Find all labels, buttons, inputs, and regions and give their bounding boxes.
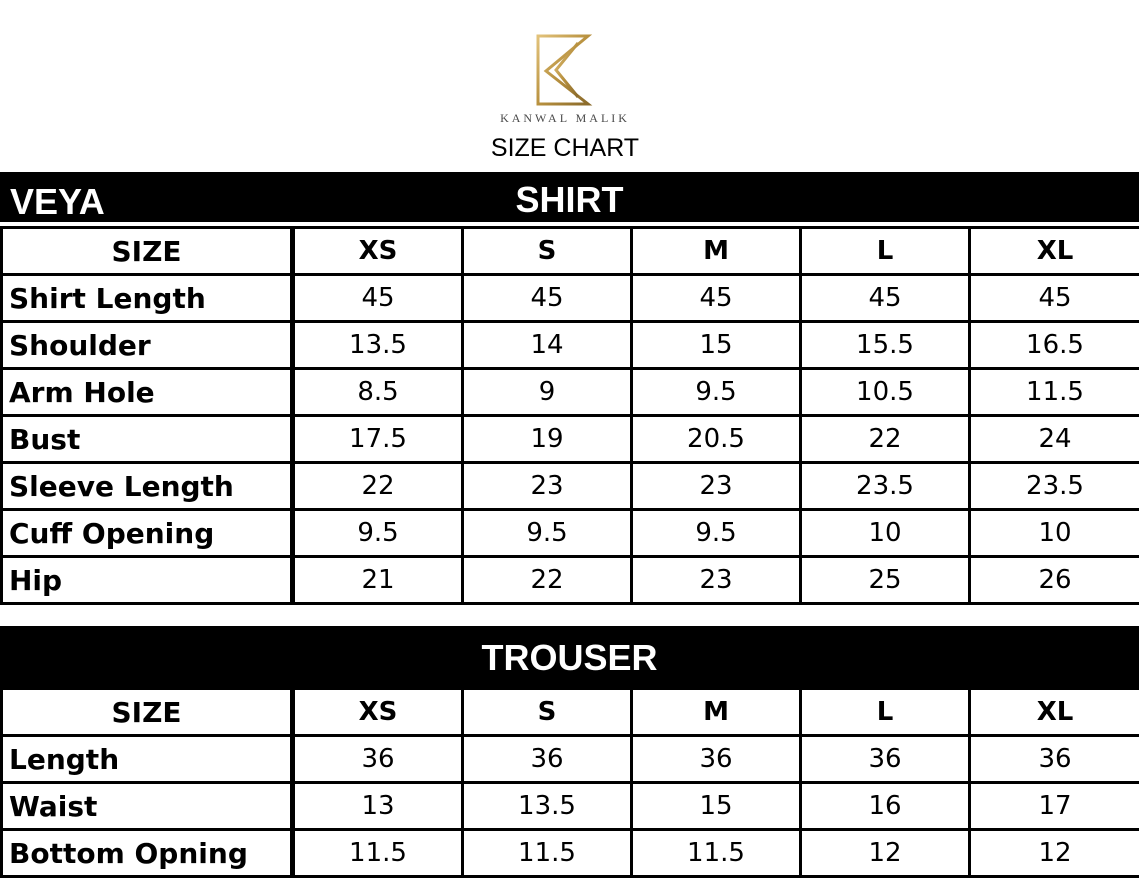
collection-name: VEYA bbox=[10, 181, 105, 222]
measurement-value: 25 bbox=[801, 557, 970, 604]
measurement-value: 9.5 bbox=[632, 510, 801, 557]
measurement-value: 14 bbox=[463, 322, 632, 369]
measurement-label: Shoulder bbox=[2, 322, 293, 369]
table-row bbox=[2, 510, 1139, 557]
measurement-value: 23.5 bbox=[801, 463, 970, 510]
measurement-value: 11.5 bbox=[463, 830, 632, 877]
measurement-value: 22 bbox=[463, 557, 632, 604]
measurement-value: 9 bbox=[463, 369, 632, 416]
table-row bbox=[2, 275, 1139, 322]
measurement-value: 8.5 bbox=[293, 369, 463, 416]
table-row bbox=[2, 736, 1139, 783]
measurement-value: 45 bbox=[293, 275, 463, 322]
size-column-header: S bbox=[463, 228, 632, 275]
size-column-header: XS bbox=[293, 689, 463, 736]
measurement-value: 23.5 bbox=[970, 463, 1139, 510]
size-column-header: XL bbox=[970, 689, 1139, 736]
table-row bbox=[2, 557, 1139, 604]
table-row bbox=[2, 463, 1139, 510]
measurement-label: Cuff Opening bbox=[2, 510, 293, 557]
measurement-value: 12 bbox=[801, 830, 970, 877]
measurement-value: 15.5 bbox=[801, 322, 970, 369]
size-column-header: XL bbox=[970, 228, 1139, 275]
size-column-header: S bbox=[463, 689, 632, 736]
measurement-value: 16.5 bbox=[970, 322, 1139, 369]
measurement-value: 26 bbox=[970, 557, 1139, 604]
measurement-value: 13.5 bbox=[463, 783, 632, 830]
measurement-value: 17.5 bbox=[293, 416, 463, 463]
measurement-value: 22 bbox=[801, 416, 970, 463]
measurement-value: 9.5 bbox=[632, 369, 801, 416]
table-row bbox=[2, 369, 1139, 416]
measurement-label: Arm Hole bbox=[2, 369, 293, 416]
measurement-value: 15 bbox=[632, 783, 801, 830]
kanwal-malik-logo bbox=[532, 33, 594, 107]
measurement-value: 24 bbox=[970, 416, 1139, 463]
measurement-value: 20.5 bbox=[632, 416, 801, 463]
trouser-header-row bbox=[2, 689, 1139, 736]
table-row bbox=[2, 830, 1139, 877]
shirt-size-table bbox=[0, 226, 1139, 605]
shirt-header-row bbox=[2, 228, 1139, 275]
measurement-label: Sleeve Length bbox=[2, 463, 293, 510]
measurement-value: 10.5 bbox=[801, 369, 970, 416]
measurement-value: 45 bbox=[632, 275, 801, 322]
measurement-value: 23 bbox=[632, 463, 801, 510]
measurement-value: 23 bbox=[632, 557, 801, 604]
measurement-label: Shirt Length bbox=[2, 275, 293, 322]
measurement-value: 13 bbox=[293, 783, 463, 830]
measurement-label: Bottom Opning bbox=[2, 830, 293, 877]
measurement-label: Waist bbox=[2, 783, 293, 830]
size-column-header: XS bbox=[293, 228, 463, 275]
measurement-value: 45 bbox=[970, 275, 1139, 322]
table-row bbox=[2, 783, 1139, 830]
size-column-header: M bbox=[632, 689, 801, 736]
measurement-value: 45 bbox=[463, 275, 632, 322]
measurement-label: Length bbox=[2, 736, 293, 783]
measurement-value: 15 bbox=[632, 322, 801, 369]
measurement-value: 21 bbox=[293, 557, 463, 604]
size-column-header: L bbox=[801, 228, 970, 275]
measurement-value: 11.5 bbox=[293, 830, 463, 877]
trouser-section-bar bbox=[0, 626, 1139, 687]
measurement-value: 9.5 bbox=[463, 510, 632, 557]
shirt-section-bar bbox=[0, 172, 1139, 222]
table-row bbox=[2, 416, 1139, 463]
measurement-value: 16 bbox=[801, 783, 970, 830]
measurement-value: 36 bbox=[293, 736, 463, 783]
measurement-value: 36 bbox=[463, 736, 632, 783]
chart-title: SIZE CHART bbox=[490, 134, 640, 162]
measurement-value: 9.5 bbox=[293, 510, 463, 557]
measurement-value: 17 bbox=[970, 783, 1139, 830]
measurement-value: 11.5 bbox=[970, 369, 1139, 416]
measurement-value: 23 bbox=[463, 463, 632, 510]
measurement-value: 36 bbox=[801, 736, 970, 783]
measurement-value: 10 bbox=[801, 510, 970, 557]
trouser-size-table bbox=[0, 687, 1139, 878]
brand-name: KANWAL MALIK bbox=[500, 111, 630, 125]
measurement-value: 12 bbox=[970, 830, 1139, 877]
table-row bbox=[2, 322, 1139, 369]
measurement-label: Bust bbox=[2, 416, 293, 463]
size-column-header: L bbox=[801, 689, 970, 736]
measurement-value: 10 bbox=[970, 510, 1139, 557]
size-header-cell: SIZE bbox=[2, 689, 293, 736]
measurement-value: 36 bbox=[632, 736, 801, 783]
measurement-value: 11.5 bbox=[632, 830, 801, 877]
measurement-value: 36 bbox=[970, 736, 1139, 783]
measurement-label: Hip bbox=[2, 557, 293, 604]
shirt-section-title: SHIRT bbox=[515, 179, 624, 220]
size-column-header: M bbox=[632, 228, 801, 275]
trouser-section-title: TROUSER bbox=[481, 637, 658, 678]
measurement-value: 22 bbox=[293, 463, 463, 510]
size-header-cell: SIZE bbox=[2, 228, 293, 275]
measurement-value: 19 bbox=[463, 416, 632, 463]
measurement-value: 45 bbox=[801, 275, 970, 322]
measurement-value: 13.5 bbox=[293, 322, 463, 369]
